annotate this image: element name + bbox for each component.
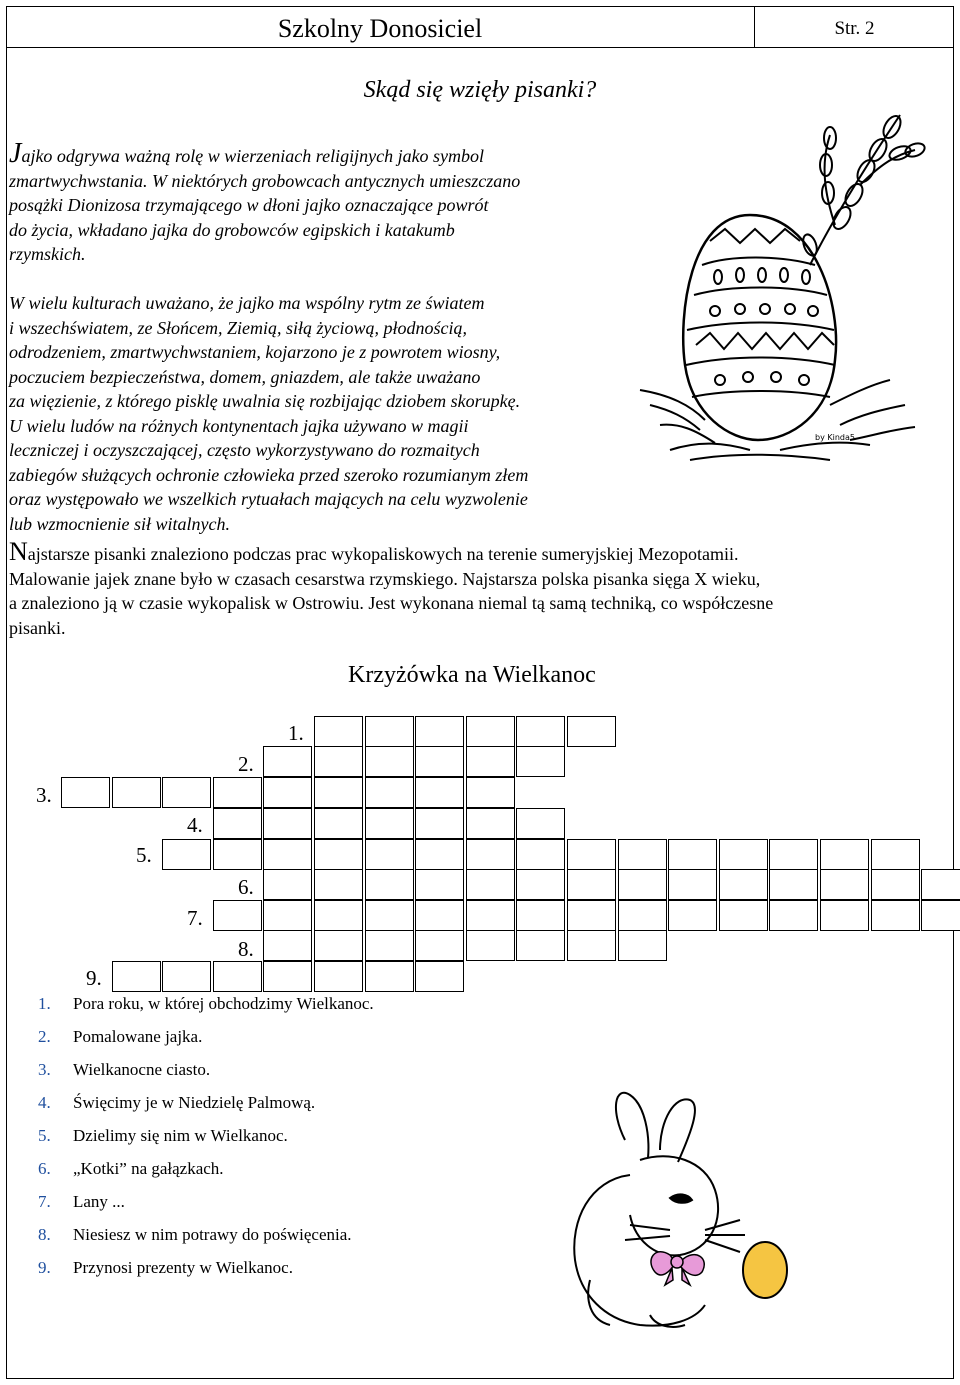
article-title: Skąd się wzięły pisanki? — [363, 77, 597, 103]
clue-item — [38, 994, 374, 1027]
clue-text: Dzielimy się nim w Wielkanoc. — [73, 1126, 288, 1145]
crossword-cell-row-3[interactable] — [263, 777, 312, 808]
crossword-cell-row-9[interactable] — [415, 961, 464, 992]
crossword-cell-row-3[interactable] — [314, 777, 363, 808]
crossword-cell-row-6[interactable] — [618, 869, 667, 900]
crossword-cell-row-4[interactable] — [365, 808, 414, 839]
text-line: poczuciem bezpieczeństwa, domem, gniazdem, ale także uważano — [9, 366, 481, 387]
crossword-cell-row-7[interactable] — [516, 900, 565, 931]
clue-item — [38, 1060, 374, 1093]
crossword-cell-row-5[interactable] — [365, 839, 414, 870]
clue-text: Wielkanocne ciasto. — [73, 1060, 211, 1079]
crossword-cell-row-2[interactable] — [466, 746, 515, 777]
crossword-cell-row-4[interactable] — [263, 808, 312, 839]
clue-item — [38, 1258, 374, 1291]
crossword-cell-row-6[interactable] — [668, 869, 717, 900]
crossword-cell-row-5[interactable] — [263, 839, 312, 870]
crossword-cell-row-1[interactable] — [567, 716, 616, 747]
crossword-cell-row-2[interactable] — [516, 746, 565, 777]
crossword-cell-row-8[interactable] — [365, 930, 414, 961]
crossword-cell-row-7[interactable] — [263, 900, 312, 931]
crossword-cell-row-4[interactable] — [516, 808, 565, 839]
drop-cap-n: N — [9, 537, 28, 566]
clue-number: 8. — [38, 1225, 51, 1244]
crossword-number-4: 4. — [187, 813, 203, 837]
crossword-cell-row-3[interactable] — [365, 777, 414, 808]
text-line: Malowanie jajek znane było w czasach cesarstwa rzymskiego. Najstarsza polska pisanka sięga X wieku, — [9, 568, 761, 589]
clue-item — [38, 1093, 374, 1126]
crossword-number-5: 5. — [136, 843, 152, 867]
text-line: i wszechświatem, ze Słońcem, Ziemią, siłą życiową, płodnością, — [9, 317, 467, 338]
paragraph-1 — [9, 138, 521, 267]
crossword-cell-row-7[interactable] — [618, 900, 667, 931]
crossword-cell-row-6[interactable] — [769, 869, 818, 900]
crossword-cell-row-1[interactable] — [365, 716, 414, 747]
crossword-number-1: 1. — [288, 721, 304, 745]
text-line: zmartwychwstania. W niektórych grobowcach antycznych umieszczano — [9, 170, 521, 191]
text-line: ajko odgrywa ważną rolę w wierzeniach religijnych jako symbol — [21, 146, 485, 166]
crossword-cell-row-4[interactable] — [213, 808, 262, 839]
crossword-number-9: 9. — [86, 966, 102, 990]
paragraph-3 — [9, 537, 774, 640]
clue-number: 9. — [38, 1258, 51, 1277]
crossword-cell-row-6[interactable] — [820, 869, 869, 900]
crossword-number-2: 2. — [238, 752, 254, 776]
page-number: Str. 2 — [834, 18, 875, 39]
text-line: pisanki. — [9, 617, 66, 638]
clue-item — [38, 1192, 374, 1225]
crossword-cell-row-8[interactable] — [415, 930, 464, 961]
text-line: oraz występowało we wszelkich rytuałach mających na celu wyzwolenie — [9, 489, 528, 509]
crossword-cell-row-6[interactable] — [871, 869, 920, 900]
crossword-cell-row-4[interactable] — [314, 808, 363, 839]
clue-text: Przynosi prezenty w Wielkanoc. — [73, 1258, 293, 1277]
crossword-cell-row-3[interactable] — [415, 777, 464, 808]
crossword-cell-row-6[interactable] — [516, 869, 565, 900]
crossword-cell-row-2[interactable] — [314, 746, 363, 777]
crossword-cell-row-5[interactable] — [618, 839, 667, 870]
crossword-cell-row-9[interactable] — [263, 961, 312, 992]
crossword-cell-row-6[interactable] — [567, 869, 616, 900]
crossword-number-3: 3. — [36, 783, 52, 807]
crossword-cell-row-9[interactable] — [162, 961, 211, 992]
text-line: W wielu kulturach uważano, że jajko ma wspólny rytm ze światem — [9, 293, 485, 313]
crossword-cell-row-8[interactable] — [466, 930, 515, 961]
clue-item — [38, 1126, 374, 1159]
crossword-cell-row-9[interactable] — [112, 961, 161, 992]
clue-item — [38, 1225, 374, 1258]
newsletter-title: Szkolny Donosiciel — [277, 14, 483, 43]
text-line: rzymskich. — [9, 244, 86, 264]
egg-signature: by Kinda5 — [815, 433, 855, 442]
clue-number: 1. — [38, 994, 51, 1013]
crossword-cell-row-1[interactable] — [415, 716, 464, 747]
crossword-cell-row-7[interactable] — [415, 900, 464, 931]
crossword-cell-row-5[interactable] — [415, 839, 464, 870]
crossword-cell-row-2[interactable] — [365, 746, 414, 777]
clue-number: 3. — [38, 1060, 51, 1079]
crossword-cell-row-6[interactable] — [415, 869, 464, 900]
clue-number: 6. — [38, 1159, 51, 1178]
crossword-cell-row-7[interactable] — [314, 900, 363, 931]
text-line: zabiegów służących ochronie człowieka przed szeroko rozumianym złem — [9, 464, 529, 485]
crossword-cell-row-5[interactable] — [567, 839, 616, 870]
crossword-cell-row-5[interactable] — [769, 839, 818, 870]
text-line: za więzienie, z którego pisklę uwalnia się rozbijając dziobem skorupkę. — [9, 391, 521, 411]
easter-egg-illustration — [630, 105, 930, 500]
crossword-cell-row-7[interactable] — [668, 900, 717, 931]
clue-text: „Kotki” na gałązkach. — [73, 1159, 224, 1178]
crossword-cell-row-3[interactable] — [213, 777, 262, 808]
crossword-cell-row-7[interactable] — [769, 900, 818, 931]
crossword-cell-row-5[interactable] — [871, 839, 920, 870]
crossword-cell-row-8[interactable] — [263, 930, 312, 961]
crossword-cell-row-5[interactable] — [162, 839, 211, 870]
crossword-cell-row-5[interactable] — [668, 839, 717, 870]
crossword-cell-row-7[interactable] — [921, 900, 960, 931]
text-line: leczniczej i oczyszczającej, często wykorzystywano do rozmaitych — [9, 440, 480, 460]
crossword-cell-row-7[interactable] — [871, 900, 920, 931]
clue-number: 5. — [38, 1126, 51, 1145]
crossword-cell-row-7[interactable] — [719, 900, 768, 931]
text-line: posążki Dionizosa trzymającego w dłoni jajko oznaczające powrót — [9, 195, 489, 215]
crossword-cell-row-5[interactable] — [719, 839, 768, 870]
crossword-clues — [38, 994, 374, 1291]
crossword-cell-row-3[interactable] — [112, 777, 161, 808]
crossword-cell-row-6[interactable] — [921, 869, 960, 900]
text-line: lub wzmocnienie sił witalnych. — [9, 513, 230, 534]
crossword-cell-row-7[interactable] — [466, 900, 515, 931]
crossword-cell-row-5[interactable] — [516, 839, 565, 870]
crossword-cell-row-5[interactable] — [213, 839, 262, 870]
text-line: U wielu ludów na różnych kontynentach jajka używano w magii — [9, 415, 469, 436]
crossword-cell-row-4[interactable] — [466, 808, 515, 839]
crossword-cell-row-1[interactable] — [314, 716, 363, 747]
clue-item — [38, 1027, 374, 1060]
crossword-title: Krzyżówka na Wielkanoc — [348, 662, 596, 688]
crossword-cell-row-5[interactable] — [466, 839, 515, 870]
crossword-cell-row-5[interactable] — [314, 839, 363, 870]
crossword-number-8: 8. — [238, 937, 254, 961]
newsletter-header — [6, 6, 954, 48]
crossword-cell-row-5[interactable] — [820, 839, 869, 870]
crossword-cell-row-1[interactable] — [516, 716, 565, 747]
clue-number: 2. — [38, 1027, 51, 1046]
crossword-cell-row-6[interactable] — [719, 869, 768, 900]
crossword-cell-row-7[interactable] — [567, 900, 616, 931]
crossword-cell-row-8[interactable] — [567, 930, 616, 961]
crossword-number-7: 7. — [187, 906, 203, 930]
text-line: a znaleziono ją w czasie wykopalisk w Ostrowiu. Jest wykonana niemal tą samą techniką, co współczesne — [9, 593, 774, 613]
crossword-cell-row-7[interactable] — [213, 900, 262, 931]
easter-bunny-illustration — [530, 1080, 830, 1340]
clue-text: Pomalowane jajka. — [73, 1027, 203, 1046]
paragraph-2 — [9, 291, 528, 536]
crossword-cell-row-8[interactable] — [618, 930, 667, 961]
clue-item — [38, 1159, 374, 1192]
crossword-cell-row-7[interactable] — [820, 900, 869, 931]
crossword-cell-row-8[interactable] — [516, 930, 565, 961]
crossword-cell-row-3[interactable] — [466, 777, 515, 808]
crossword-cell-row-4[interactable] — [415, 808, 464, 839]
clue-text: Niesiesz w nim potrawy do poświęcenia. — [73, 1225, 352, 1244]
clue-text: Pora roku, w której obchodzimy Wielkanoc. — [73, 994, 374, 1013]
crossword-cell-row-9[interactable] — [314, 961, 363, 992]
crossword-cell-row-6[interactable] — [314, 869, 363, 900]
drop-cap-j: J — [9, 138, 22, 169]
clue-number: 7. — [38, 1192, 51, 1211]
text-line: do życia, wkładano jajka do grobowców egipskich i katakumb — [9, 219, 455, 240]
clue-text: Lany ... — [73, 1192, 125, 1211]
crossword-number-6: 6. — [238, 875, 254, 899]
text-line: ajstarsze pisanki znaleziono podczas prac wykopaliskowych na terenie sumeryjskiej Mezopotamii. — [27, 544, 739, 564]
crossword-cell-row-3[interactable] — [162, 777, 211, 808]
crossword-cell-row-9[interactable] — [213, 961, 262, 992]
crossword-cell-row-6[interactable] — [263, 869, 312, 900]
crossword-cell-row-6[interactable] — [466, 869, 515, 900]
crossword-cell-row-2[interactable] — [415, 746, 464, 777]
crossword-cell-row-3[interactable] — [61, 777, 110, 808]
clue-text: Święcimy je w Niedzielę Palmową. — [73, 1093, 316, 1112]
crossword-cell-row-9[interactable] — [365, 961, 414, 992]
clue-number: 4. — [38, 1093, 51, 1112]
crossword-cell-row-1[interactable] — [466, 716, 515, 747]
crossword-cell-row-2[interactable] — [263, 746, 312, 777]
text-line: odrodzeniem, zmartwychwstaniem, kojarzono je z powrotem wiosny, — [9, 342, 501, 362]
crossword-cell-row-8[interactable] — [314, 930, 363, 961]
crossword-cell-row-7[interactable] — [365, 900, 414, 931]
crossword-cell-row-6[interactable] — [365, 869, 414, 900]
